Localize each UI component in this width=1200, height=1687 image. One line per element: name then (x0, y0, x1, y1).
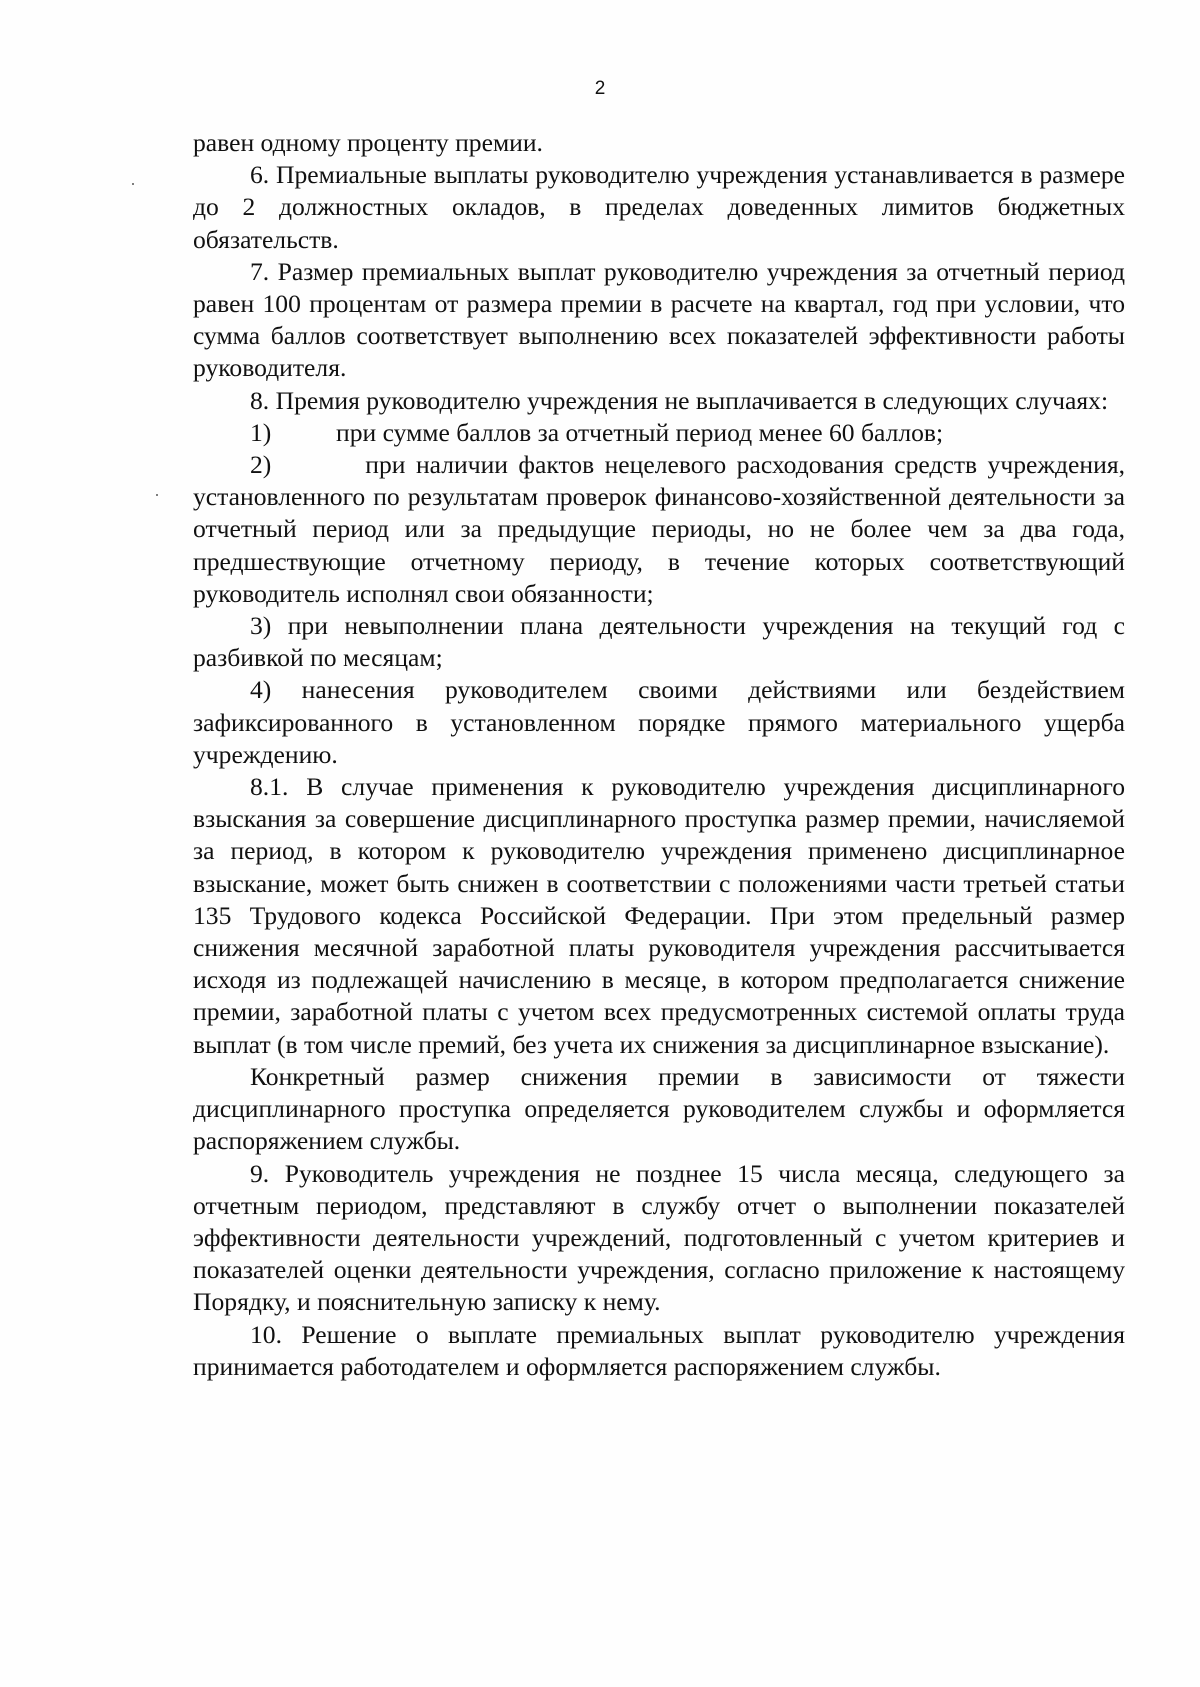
paragraph-continuation: равен одному проценту премии. (193, 128, 543, 157)
paragraph-10: 10. Решение о выплате премиальных выплат руководителю учреждения принимается работодателем и оформляется распоряжением службы. (193, 1319, 1125, 1381)
scan-speck (156, 494, 158, 496)
paragraph-6: 6. Премиальные выплаты руководителю учреждения устанавливается в размере до 2 должностных окладов, в пределах доведенных лимитов бюджетных обязательств. (193, 160, 1125, 254)
paragraph-8: 8. Премия руководителю учреждения не выплачивается в следующих случаях: (250, 385, 1109, 415)
list-item-text: при сумме баллов за отчетный период менее 60 баллов; (336, 417, 944, 447)
paragraph-9: 9. Руководитель учреждения не позднее 15 числа месяца, следующего за отчетным периодом, представляют в службу отчет о выполнении показателей эффективности деятельности учреждений, подготовленный с учетом критериев и показателей оценки деятельности учреждения, согласно приложение к настоящему Порядку, и пояснительную записку к нему. (193, 1158, 1125, 1317)
list-item-1 (193, 417, 1125, 449)
list-item-3: 3) при невыполнении плана деятельности учреждения на текущий год с разбивкой по месяцам; (193, 611, 1125, 673)
paragraph-7: 7. Размер премиальных выплат руководителю учреждения за отчетный период равен 100 процентам от размера премии в расчете на квартал, год при условии, что сумма баллов соответствует выполнению всех показателей эффективности работы руководителя. (193, 256, 1125, 383)
paragraph-8-1: 8.1. В случае применения к руководителю учреждения дисциплинарного взыскания за совершение дисциплинарного проступка размер премии, начисляемой за период, в котором к руководителю учреждения применено дисциплинарное взыскание, может быть снижен в соответствии с положениями части третьей статьи 135 Трудового кодекса Российской Федерации. При этом предельный размер снижения месячной заработной платы руководителя учреждения рассчитывается исходя из подлежащей начислению в месяце, в котором предполагается снижение премии, заработной платы с учетом всех предусмотренных системой оплаты труда выплат (в том числе премий, без учета их снижения за дисциплинарное взыскание). (193, 772, 1125, 1059)
document-body (193, 127, 1132, 1383)
scan-speck (132, 183, 134, 185)
list-item-number: 1) (250, 417, 272, 447)
list-item-4: 4) нанесения руководителем своими действиями или бездействием зафиксированного в установленном порядке прямого материального ущерба учреждению. (193, 675, 1125, 769)
paragraph-penalty-size: Конкретный размер снижения премии в зависимости от тяжести дисциплинарного проступка определяется руководителем службы и оформляется распоряжением службы. (193, 1061, 1125, 1156)
list-item-2: 2) при наличии фактов нецелевого расходования средств учреждения, установленного по результатам проверок финансово-хозяйственной деятельности за отчетный период или за предыдущие периоды, но не более чем за два года, предшествующие отчетному периоду, в течение которых соответствующий руководитель исполнял свои обязанности; (193, 450, 1132, 608)
page-number: 2 (594, 78, 606, 99)
